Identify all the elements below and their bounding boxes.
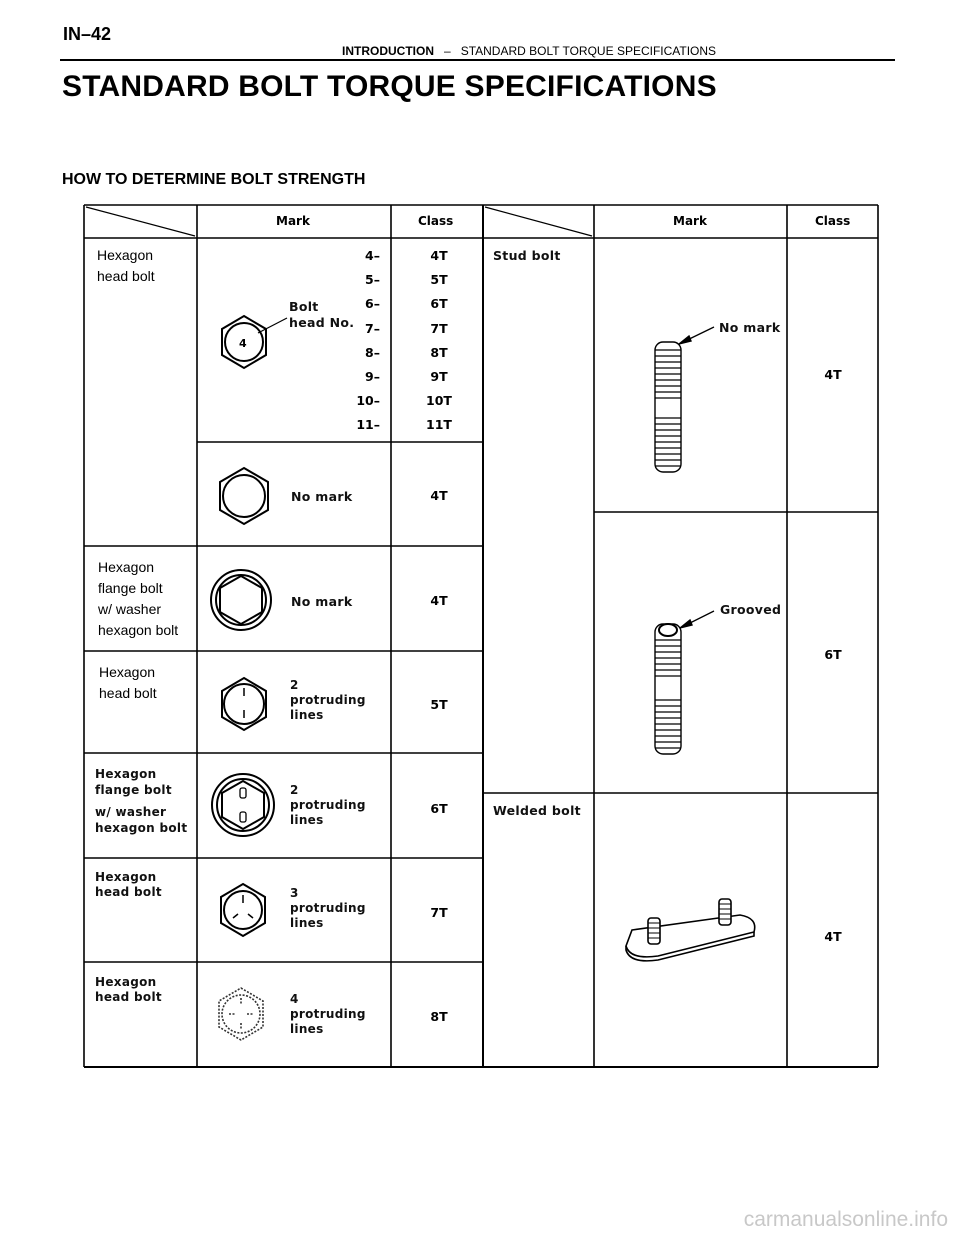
- row5-mark-line3: lines: [290, 813, 324, 827]
- row6-class: 7T: [430, 905, 448, 920]
- row7-mark-line1: 4: [290, 992, 299, 1006]
- row3-mark: No mark: [291, 594, 353, 609]
- stud-no-mark-class: 4T: [824, 367, 842, 382]
- row3-type-line4: hexagon bolt: [98, 622, 179, 638]
- row2-class: 4T: [430, 488, 448, 503]
- hex-head-number-icon: [222, 316, 287, 368]
- row6-mark: [290, 886, 366, 931]
- row7-class: 8T: [430, 1009, 448, 1024]
- row3-type: [98, 557, 178, 641]
- hex-head-2-lines-icon: [222, 678, 266, 730]
- class-item: 4T: [430, 248, 448, 263]
- watermark: carmanualsonline.info: [743, 1208, 948, 1231]
- flange-hex-head-icon: [211, 570, 271, 630]
- head-number-classes: [414, 244, 464, 438]
- right-header-mark: Mark: [673, 214, 707, 228]
- row4-type-line2: head bolt: [99, 685, 157, 701]
- page-number: IN–42: [63, 24, 112, 44]
- row7-type: [95, 975, 162, 1005]
- running-header-separator: –: [444, 44, 451, 58]
- hex-head-3-lines-icon: [221, 884, 265, 936]
- row2-mark: No mark: [291, 489, 353, 504]
- mark-item: 4–: [365, 248, 380, 263]
- row5-mark: [290, 783, 366, 828]
- row5-type-line2: flange bolt: [95, 783, 172, 797]
- row6-mark-line2: protruding: [290, 901, 366, 915]
- row5-mark-line2: protruding: [290, 798, 366, 812]
- left-header-class: Class: [418, 214, 454, 228]
- class-item: 10T: [426, 393, 452, 409]
- row3-type-line1: Hexagon: [98, 559, 155, 575]
- class-item: 5T: [430, 272, 448, 288]
- left-header-mark: Mark: [276, 214, 310, 228]
- row5-type: [95, 766, 187, 836]
- plain-hex-head-icon: [220, 468, 268, 524]
- mark-item: 8–: [365, 344, 380, 360]
- row3-type-line2: flange bolt: [98, 580, 163, 596]
- section-subheading: HOW TO DETERMINE BOLT STRENGTH: [62, 171, 366, 188]
- row5-mark-line1: 2: [290, 783, 299, 797]
- head-number-marks: [330, 244, 380, 438]
- welded-bolt-icon: [626, 899, 755, 961]
- row7-type-line1: Hexagon: [95, 975, 157, 989]
- row6-type-line1: Hexagon: [95, 870, 157, 884]
- mark-item: 11–: [356, 417, 380, 433]
- row5-type-line3: w/ washer: [95, 805, 167, 819]
- row4-mark-line2: protruding: [290, 693, 366, 707]
- row6-type: [95, 870, 162, 900]
- stud-no-mark-label: No mark: [719, 320, 781, 335]
- hex-head-4-lines-icon: [219, 988, 263, 1040]
- bolt-head-callout-line2: head No.: [289, 315, 355, 330]
- row5-type-line4: hexagon bolt: [95, 821, 188, 835]
- row3-class: 4T: [430, 593, 448, 608]
- row7-mark-line2: protruding: [290, 1007, 366, 1021]
- mark-item: 6–: [365, 296, 380, 312]
- row7-type-line2: head bolt: [95, 990, 162, 1004]
- stud-bolt-grooved-icon: [655, 611, 714, 754]
- mark-item: 7–: [365, 320, 380, 336]
- welded-bolt-label: Welded bolt: [493, 803, 581, 818]
- right-header-class: Class: [815, 214, 851, 228]
- row7-mark-line3: lines: [290, 1022, 324, 1036]
- row7-mark: [290, 992, 366, 1037]
- row4-mark: [290, 678, 366, 723]
- row6-mark-line3: lines: [290, 916, 324, 930]
- row6-type-line2: head bolt: [95, 885, 162, 899]
- stud-bolt-label: Stud bolt: [493, 248, 561, 263]
- row4-class: 5T: [430, 697, 448, 712]
- row4-type: [99, 662, 157, 704]
- row5-class: 6T: [430, 801, 448, 816]
- row4-mark-line3: lines: [290, 708, 324, 722]
- row4-mark-line1: 2: [290, 678, 299, 692]
- row4-type-line1: Hexagon: [99, 664, 156, 680]
- stud-grooved-label: Grooved: [720, 602, 782, 617]
- flange-head-2-lines-icon: [212, 774, 274, 836]
- mark-item: 9–: [365, 369, 380, 385]
- stud-bolt-no-mark-icon: [655, 327, 714, 472]
- mark-item: 10–: [356, 393, 380, 409]
- class-item: 7T: [430, 320, 448, 336]
- class-item: 11T: [426, 417, 452, 433]
- welded-bolt-class: 4T: [824, 929, 842, 944]
- row1-type-line1: Hexagon: [97, 247, 154, 263]
- row1-type: [97, 245, 155, 287]
- row5-type-line1: Hexagon: [95, 767, 157, 781]
- page-title: STANDARD BOLT TORQUE SPECIFICATIONS: [62, 70, 717, 103]
- class-item: 6T: [430, 296, 448, 312]
- row1-type-line2: head bolt: [97, 268, 155, 284]
- row6-mark-line1: 3: [290, 886, 299, 900]
- running-header-section: INTRODUCTION: [342, 44, 434, 58]
- head-digit: 4: [239, 337, 247, 350]
- stud-grooved-class: 6T: [824, 647, 842, 662]
- mark-item: 5–: [365, 272, 380, 288]
- class-item: 9T: [430, 369, 448, 385]
- row3-type-line3: w/ washer: [98, 601, 162, 617]
- bolt-head-callout-line1: Bolt: [289, 299, 319, 314]
- class-item: 8T: [430, 344, 448, 360]
- running-header-title: STANDARD BOLT TORQUE SPECIFICATIONS: [460, 44, 717, 58]
